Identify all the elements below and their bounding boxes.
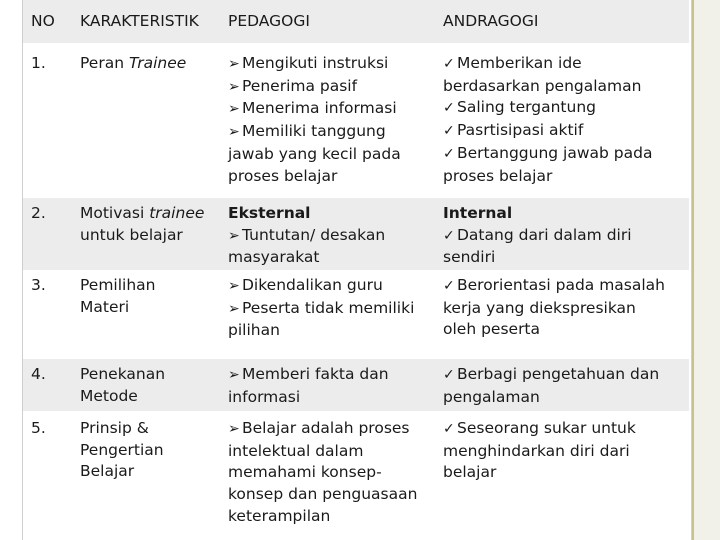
check-bullet-icon: ✓ — [443, 145, 455, 162]
cell-line — [228, 121, 443, 144]
line-text: intelektual dalam — [228, 441, 364, 460]
cell-line — [228, 225, 443, 248]
line-text: untuk belajar — [80, 225, 183, 244]
line-text: Memiliki tanggung — [242, 122, 386, 141]
cell-line — [228, 506, 443, 528]
cell-line — [443, 120, 689, 143]
pedagogi-cell — [228, 411, 443, 540]
line-text: pengalaman — [443, 387, 540, 406]
check-bullet-icon: ✓ — [443, 421, 455, 437]
cell-line — [228, 275, 443, 298]
cell-line — [228, 98, 443, 121]
karakteristik-cell — [80, 270, 228, 359]
andragogi-cell — [443, 411, 689, 540]
andragogi-cell — [443, 270, 689, 359]
line-text: Peran — [80, 54, 129, 72]
cell-line — [443, 143, 689, 166]
arrow-bullet-icon: ➢ — [228, 300, 240, 317]
table-row — [23, 270, 689, 359]
table-row — [23, 198, 689, 270]
pedagogi-cell — [228, 198, 443, 270]
cell-line — [443, 275, 689, 298]
cell-line — [228, 247, 443, 269]
check-bullet-icon: ✓ — [443, 367, 455, 383]
line-text: Eksternal — [228, 204, 311, 222]
cell-line — [443, 76, 689, 98]
cell-line — [443, 247, 689, 269]
cell-line — [80, 461, 228, 483]
cell-line — [443, 441, 689, 463]
line-text: Pengertian — [80, 440, 164, 459]
arrow-bullet-icon: ➢ — [228, 78, 240, 95]
cell-line — [228, 298, 443, 321]
row-number: 3. — [23, 270, 80, 359]
line-text: Dikendalikan guru — [242, 276, 383, 294]
cell-line — [80, 440, 228, 462]
line-text: menghindarkan diri dari — [443, 441, 630, 460]
line-text: proses belajar — [443, 166, 553, 185]
row-number: 4. — [23, 359, 80, 411]
table-row — [23, 43, 689, 198]
line-text: Memberikan ide — [457, 54, 582, 72]
line-text: Internal — [443, 204, 513, 222]
check-bullet-icon: ✓ — [443, 123, 455, 140]
pedagogi-cell — [228, 359, 443, 411]
check-bullet-icon: ✓ — [443, 100, 455, 117]
line-text: Mengikuti instruksi — [242, 54, 389, 72]
line-text: konsep dan penguasaan — [228, 485, 418, 504]
cell-line — [228, 76, 443, 99]
cell-line — [228, 53, 443, 76]
line-text: Prinsip & — [80, 419, 149, 437]
cell-line — [228, 144, 443, 166]
line-text: Belajar adalah proses — [242, 419, 410, 437]
arrow-bullet-icon: ➢ — [228, 421, 240, 437]
italic-term: Trainee — [128, 54, 187, 72]
arrow-bullet-icon: ➢ — [228, 367, 240, 383]
cell-line — [228, 462, 443, 484]
line-text: Seseorang sukar untuk — [457, 419, 636, 437]
cell-line — [80, 418, 228, 440]
cell-line — [443, 364, 689, 387]
italic-term: trainee — [149, 204, 205, 222]
line-text: Peserta tidak memiliki — [242, 298, 415, 317]
karakteristik-cell — [80, 359, 228, 411]
row-number: 1. — [23, 43, 80, 198]
arrow-bullet-icon: ➢ — [228, 278, 240, 294]
arrow-bullet-icon: ➢ — [228, 56, 240, 72]
andragogi-cell — [443, 359, 689, 411]
line-text: Penerima pasif — [242, 76, 358, 95]
line-text: Saling tergantung — [457, 98, 596, 117]
cell-line — [443, 166, 689, 188]
line-text: jawab yang kecil pada — [228, 144, 401, 163]
cell-line — [443, 387, 689, 409]
andragogi-cell — [443, 198, 689, 270]
table-header-row — [23, 0, 689, 43]
cell-line — [80, 225, 228, 247]
row-number: 5. — [23, 411, 80, 540]
right-accent-bar — [692, 0, 720, 540]
line-text: berdasarkan pengalaman — [443, 76, 642, 95]
cell-line — [443, 203, 689, 225]
line-text: Materi — [80, 297, 130, 316]
line-text: Pasrtisipasi aktif — [457, 121, 584, 140]
line-text: masyarakat — [228, 248, 320, 267]
karakteristik-cell — [80, 198, 228, 270]
line-text: informasi — [228, 387, 301, 406]
cell-line — [443, 462, 689, 484]
cell-line — [443, 225, 689, 248]
line-text: proses belajar — [228, 166, 338, 185]
line-text: Menerima informasi — [242, 99, 397, 118]
check-bullet-icon: ✓ — [443, 278, 455, 294]
cell-line — [228, 387, 443, 409]
line-text: kerja yang diekspresikan — [443, 298, 636, 317]
line-text: keterampilan — [228, 506, 331, 525]
line-text: Berorientasi pada masalah — [457, 276, 666, 294]
line-text: Berbagi pengetahuan dan — [457, 365, 660, 383]
cell-line — [80, 364, 228, 386]
check-bullet-icon: ✓ — [443, 227, 455, 244]
arrow-bullet-icon: ➢ — [228, 124, 240, 141]
karakteristik-cell — [80, 411, 228, 540]
cell-line — [228, 166, 443, 188]
line-text: Motivasi — [80, 204, 150, 222]
cell-line — [80, 53, 228, 75]
line-text: Metode — [80, 386, 138, 405]
cell-line — [80, 203, 228, 225]
cell-line — [228, 320, 443, 342]
pedagogi-cell — [228, 270, 443, 359]
line-text: sendiri — [443, 248, 496, 267]
line-text: Tuntutan/ desakan — [242, 225, 386, 244]
table-row — [23, 411, 689, 540]
cell-line — [443, 298, 689, 320]
cell-line — [80, 386, 228, 408]
check-bullet-icon: ✓ — [443, 56, 455, 72]
line-text: Datang dari dalam diri — [457, 225, 632, 244]
cell-line — [228, 484, 443, 506]
pedagogi-cell — [228, 43, 443, 198]
cell-line — [228, 441, 443, 463]
line-text: Pemilihan — [80, 276, 156, 294]
cell-line — [443, 319, 689, 341]
cell-line — [443, 418, 689, 441]
header-pedagogi: PEDAGOGI — [228, 0, 443, 43]
cell-line — [80, 297, 228, 319]
line-text: memahami konsep- — [228, 463, 382, 482]
header-karakteristik: KARAKTERISTIK — [80, 0, 228, 43]
comparison-table — [23, 0, 689, 540]
cell-line — [443, 53, 689, 76]
table-row — [23, 359, 689, 411]
cell-line — [80, 275, 228, 297]
header-no: NO — [23, 0, 80, 43]
andragogi-cell — [443, 43, 689, 198]
header-andragogi: ANDRAGOGI — [443, 0, 689, 43]
arrow-bullet-icon: ➢ — [228, 227, 240, 244]
karakteristik-cell — [80, 43, 228, 198]
line-text: pilihan — [228, 321, 280, 340]
line-text: belajar — [443, 463, 497, 482]
line-text: Memberi fakta dan — [242, 365, 389, 383]
cell-line — [228, 364, 443, 387]
line-text: Bertanggung jawab pada — [457, 143, 653, 162]
line-text: oleh peserta — [443, 320, 541, 339]
arrow-bullet-icon: ➢ — [228, 101, 240, 118]
cell-line — [228, 203, 443, 225]
row-number: 2. — [23, 198, 80, 270]
cell-line — [443, 97, 689, 120]
line-text: Penekanan — [80, 365, 166, 383]
cell-line — [228, 418, 443, 441]
line-text: Belajar — [80, 462, 135, 481]
